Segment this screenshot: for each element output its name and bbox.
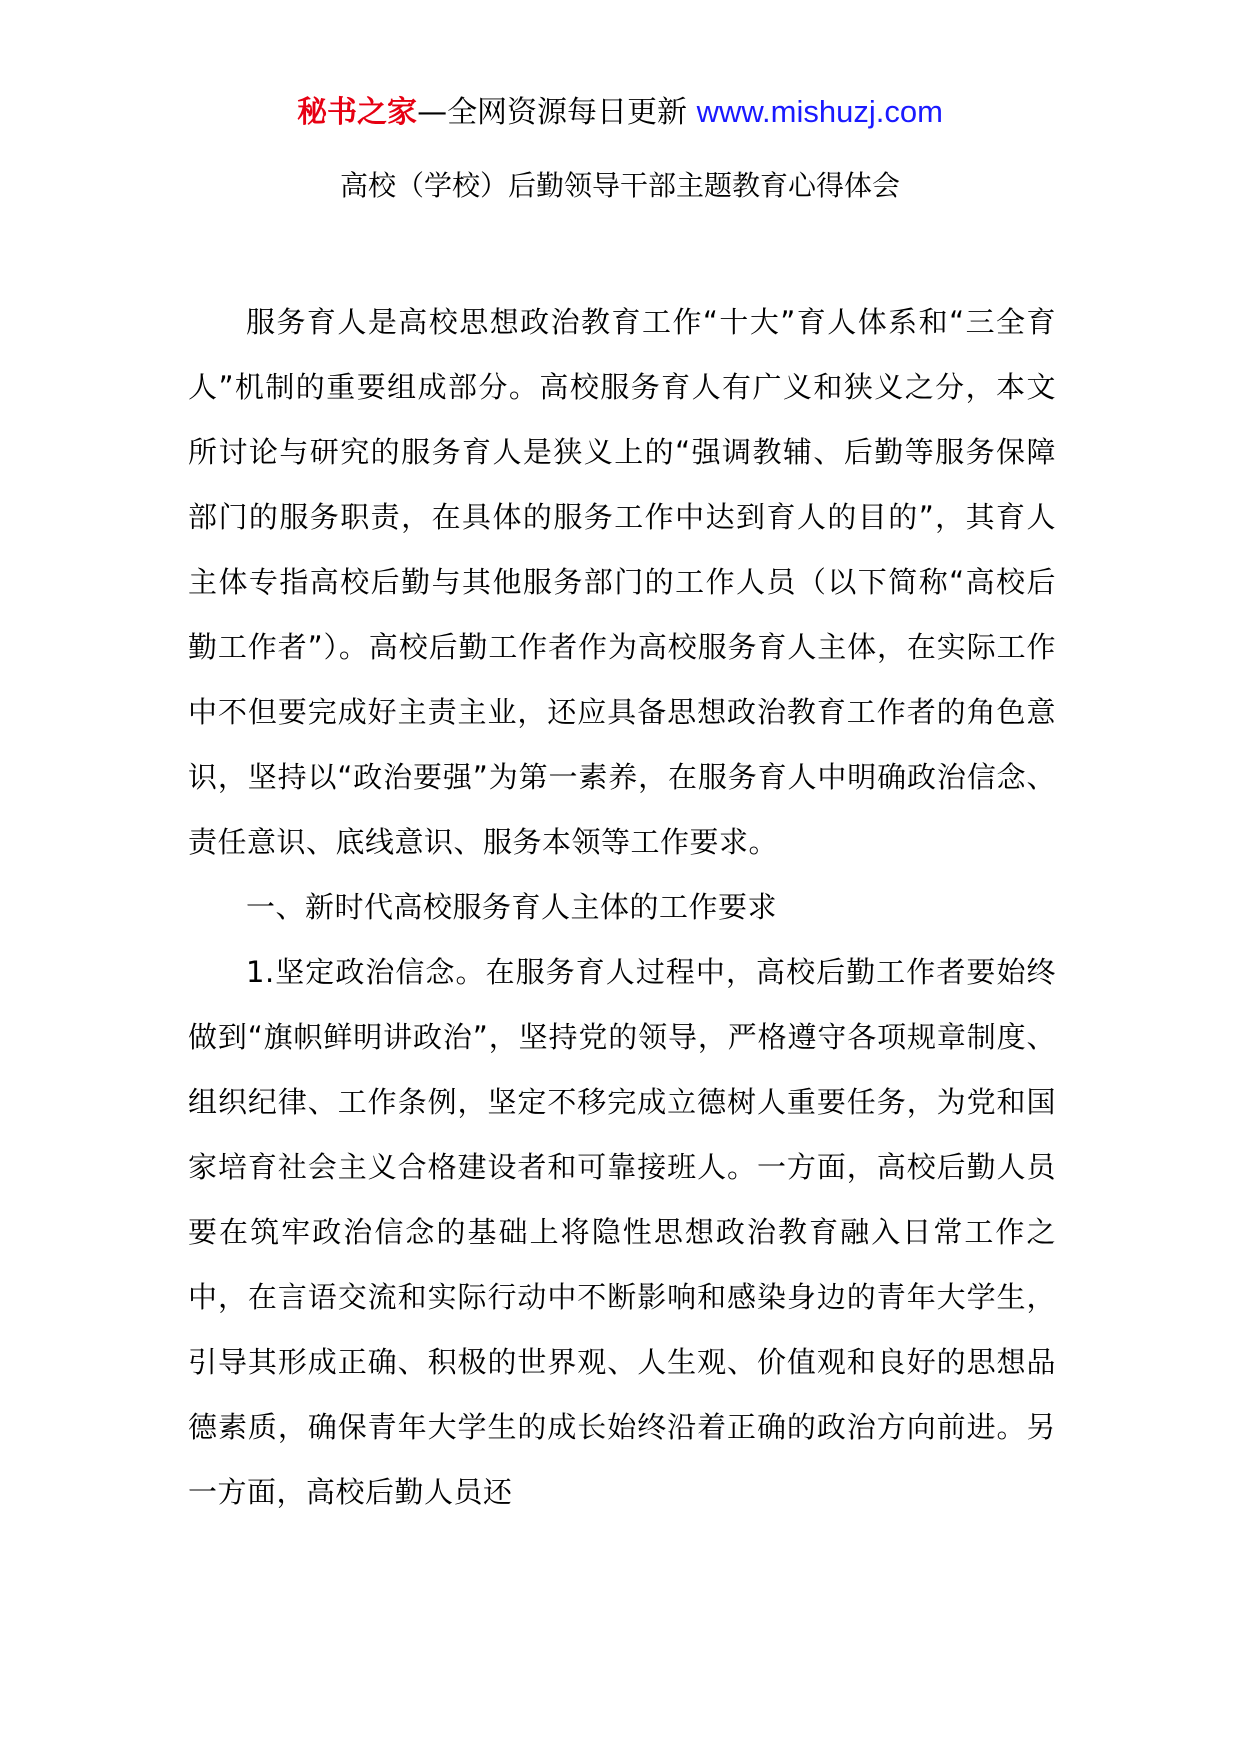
document-title: 高校（学校）后勤领导干部主题教育心得体会 [339, 169, 900, 202]
site-header [0, 92, 1240, 133]
brand-name: 秘书之家 [297, 95, 418, 130]
site-url-link[interactable]: www.mishuzj.com [696, 94, 943, 129]
document-body [188, 290, 1056, 1525]
section-heading-1: 一、新时代高校服务育人主体的工作要求 [246, 890, 778, 924]
site-tagline: —全网资源每日更新 [417, 95, 697, 130]
body-paragraph-intro: 服务育人是高校思想政治教育工作“十大”育人体系和“三全育人”机制的重要组成部分。高校服务育人有广义和狭义之分，本文所讨论与研究的服务育人是狭义上的“强调教辅、后勤等服务保障部门的服务职责，在具体的服务工作中达到育人的目的”，其育人主体专指高校后勤与其他服务部门的工作人员（以下简称“高校后勤工作者”）。高校后勤工作者作为高校服务育人主体，在实际工作中不但要完成好主责主业，还应具备思想政治教育工作者的角色意识，坚持以“政治要强”为第一素养，在服务育人中明确政治信念、责任意识、底线意识、服务本领等工作要求。 [188, 305, 1056, 859]
body-paragraph-political-belief: 1.坚定政治信念。在服务育人过程中，高校后勤工作者要始终做到“旗帜鲜明讲政治”，坚持党的领导，严格遵守各项规章制度、组织纪律、工作条例，坚定不移完成立德树人重要任务，为党和国家培育社会主义合格建设者和可靠接班人。一方面，高校后勤人员要在筑牢政治信念的基础上将隐性思想政治教育融入日常工作之中，在言语交流和实际行动中不断影响和感染身边的青年大学生，引导其形成正确、积极的世界观、人生观、价值观和良好的思想品德素质，确保青年大学生的成长始终沿着正确的政治方向前进。另一方面，高校后勤人员还 [188, 955, 1056, 1509]
